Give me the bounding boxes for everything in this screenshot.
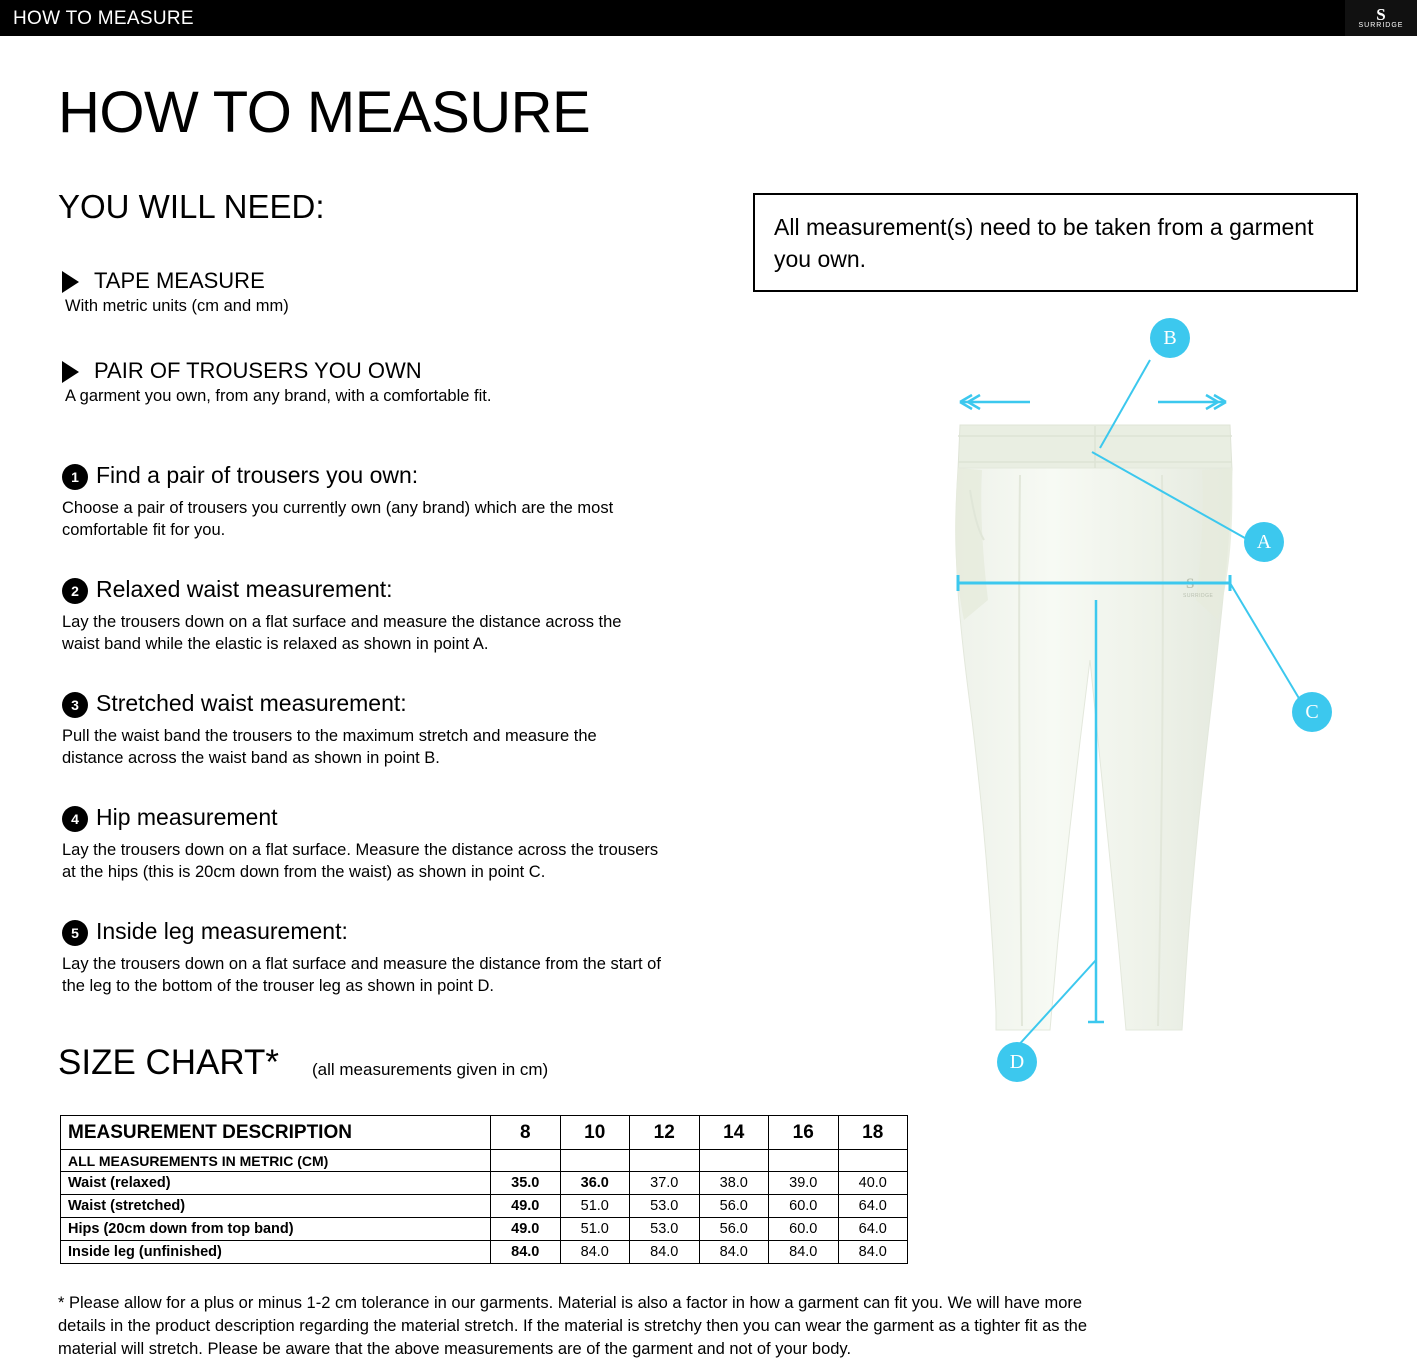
- step-number: 2: [62, 578, 88, 604]
- size-chart-table: [60, 1115, 908, 1264]
- cell: 39.0: [769, 1172, 839, 1195]
- cell: 64.0: [838, 1195, 908, 1218]
- diagram-label-d: D: [997, 1042, 1037, 1082]
- need-item-tape-measure: [62, 268, 562, 318]
- column-header-16: 16: [769, 1116, 839, 1150]
- cell: 36.0: [560, 1172, 630, 1195]
- svg-text:SURRIDGE: SURRIDGE: [1183, 593, 1214, 599]
- row-label: Waist (stretched): [61, 1195, 491, 1218]
- trouser-diagram: [900, 300, 1400, 1100]
- table-row: [61, 1241, 908, 1264]
- triangle-bullet-icon: [62, 271, 79, 293]
- step-body: Lay the trousers down on a flat surface. Measure the distance across the trousers at the hips (this is 20cm down from the waist) as shown in point C.: [62, 841, 659, 881]
- cell: 38.0: [699, 1172, 769, 1195]
- cell: 49.0: [491, 1195, 561, 1218]
- need-item-subtitle: With metric units (cm and mm): [65, 297, 289, 315]
- step-body: Pull the waist band the trousers to the maximum stretch and measure the distance across the waist band as shown in point B.: [62, 727, 597, 767]
- triangle-bullet-icon: [62, 361, 79, 383]
- cell: 56.0: [699, 1195, 769, 1218]
- metric-note: ALL MEASUREMENTS IN METRIC (CM): [61, 1150, 491, 1172]
- size-chart-subtitle: (all measurements given in cm): [312, 1060, 549, 1079]
- cell: 51.0: [560, 1195, 630, 1218]
- cell: 84.0: [769, 1241, 839, 1264]
- column-header-description: MEASUREMENT DESCRIPTION: [61, 1116, 491, 1150]
- step-title: Inside leg measurement:: [96, 918, 348, 944]
- table-metric-note-row: [61, 1150, 908, 1172]
- brand-logo: [1345, 0, 1417, 36]
- need-item-title: PAIR OF TROUSERS YOU OWN: [94, 358, 422, 383]
- need-item-title: TAPE MEASURE: [94, 268, 265, 293]
- cell: 84.0: [630, 1241, 700, 1264]
- diagram-label-b: B: [1150, 318, 1190, 358]
- cell: 53.0: [630, 1195, 700, 1218]
- cell: 40.0: [838, 1172, 908, 1195]
- metric-note-blank: [630, 1150, 700, 1172]
- metric-note-blank: [699, 1150, 769, 1172]
- step-title: Stretched waist measurement:: [96, 690, 407, 716]
- step-number: 4: [62, 806, 88, 832]
- svg-text:S: S: [1186, 576, 1195, 592]
- step-body: Lay the trousers down on a flat surface and measure the distance across the waist band while the elastic is relaxed as shown in point A.: [62, 613, 622, 653]
- cell: 60.0: [769, 1195, 839, 1218]
- cell: 37.0: [630, 1172, 700, 1195]
- top-bar-title: HOW TO MEASURE: [13, 8, 194, 29]
- table-row: [61, 1218, 908, 1241]
- cell: 53.0: [630, 1218, 700, 1241]
- column-header-8: 8: [491, 1116, 561, 1150]
- brand-name: SURRIDGE: [1358, 21, 1404, 29]
- cell: 49.0: [491, 1218, 561, 1241]
- metric-note-blank: [491, 1150, 561, 1172]
- step-title: Find a pair of trousers you own:: [96, 462, 419, 488]
- column-header-18: 18: [838, 1116, 908, 1150]
- step-number: 5: [62, 920, 88, 946]
- column-header-12: 12: [630, 1116, 700, 1150]
- table-header-row: [61, 1116, 908, 1150]
- cell: 51.0: [560, 1218, 630, 1241]
- metric-note-blank: [769, 1150, 839, 1172]
- column-header-14: 14: [699, 1116, 769, 1150]
- step-number: 3: [62, 692, 88, 718]
- need-item-trousers: [62, 358, 662, 408]
- metric-note-blank: [560, 1150, 630, 1172]
- you-will-need-heading: YOU WILL NEED:: [58, 188, 325, 225]
- size-chart-title: SIZE CHART*: [58, 1043, 280, 1082]
- callout-box: [753, 193, 1358, 292]
- cell: 84.0: [838, 1241, 908, 1264]
- diagram-label-c: C: [1292, 692, 1332, 732]
- top-bar: [0, 0, 1417, 36]
- column-header-10: 10: [560, 1116, 630, 1150]
- brand-initial: S: [1376, 4, 1386, 24]
- row-label: Waist (relaxed): [61, 1172, 491, 1195]
- table-row: [61, 1195, 908, 1218]
- step-body: Lay the trousers down on a flat surface and measure the distance from the start of the leg to the bottom of the trouser leg as shown in point D.: [62, 955, 661, 995]
- cell: 64.0: [838, 1218, 908, 1241]
- need-item-subtitle: A garment you own, from any brand, with a comfortable fit.: [65, 387, 492, 405]
- footnote: * Please allow for a plus or minus 1-2 cm tolerance in our garments. Material is also a factor in how a garment can fit you. We will have more details in the product description regarding the material stretch. If the material is stretchy then you can wear the garment as a tighter fit as the material will stretch. Please be aware that the above measurements are of the garment and not of your body.: [58, 1294, 1088, 1358]
- cell: 60.0: [769, 1218, 839, 1241]
- step-number: 1: [62, 464, 88, 490]
- cell: 56.0: [699, 1218, 769, 1241]
- row-label: Inside leg (unfinished): [61, 1241, 491, 1264]
- cell: 84.0: [491, 1241, 561, 1264]
- step-body: Choose a pair of trousers you currently own (any brand) which are the most comfortable fit for you.: [62, 499, 614, 539]
- step-title: Relaxed waist measurement:: [96, 576, 393, 602]
- callout-text: All measurement(s) need to be taken from a garment you own.: [774, 214, 1314, 272]
- diagram-label-a: A: [1244, 522, 1284, 562]
- table-row: [61, 1172, 908, 1195]
- metric-note-blank: [838, 1150, 908, 1172]
- cell: 84.0: [699, 1241, 769, 1264]
- page-title: HOW TO MEASURE: [58, 80, 591, 145]
- cell: 35.0: [491, 1172, 561, 1195]
- step-title: Hip measurement: [96, 804, 278, 830]
- cell: 84.0: [560, 1241, 630, 1264]
- row-label: Hips (20cm down from top band): [61, 1218, 491, 1241]
